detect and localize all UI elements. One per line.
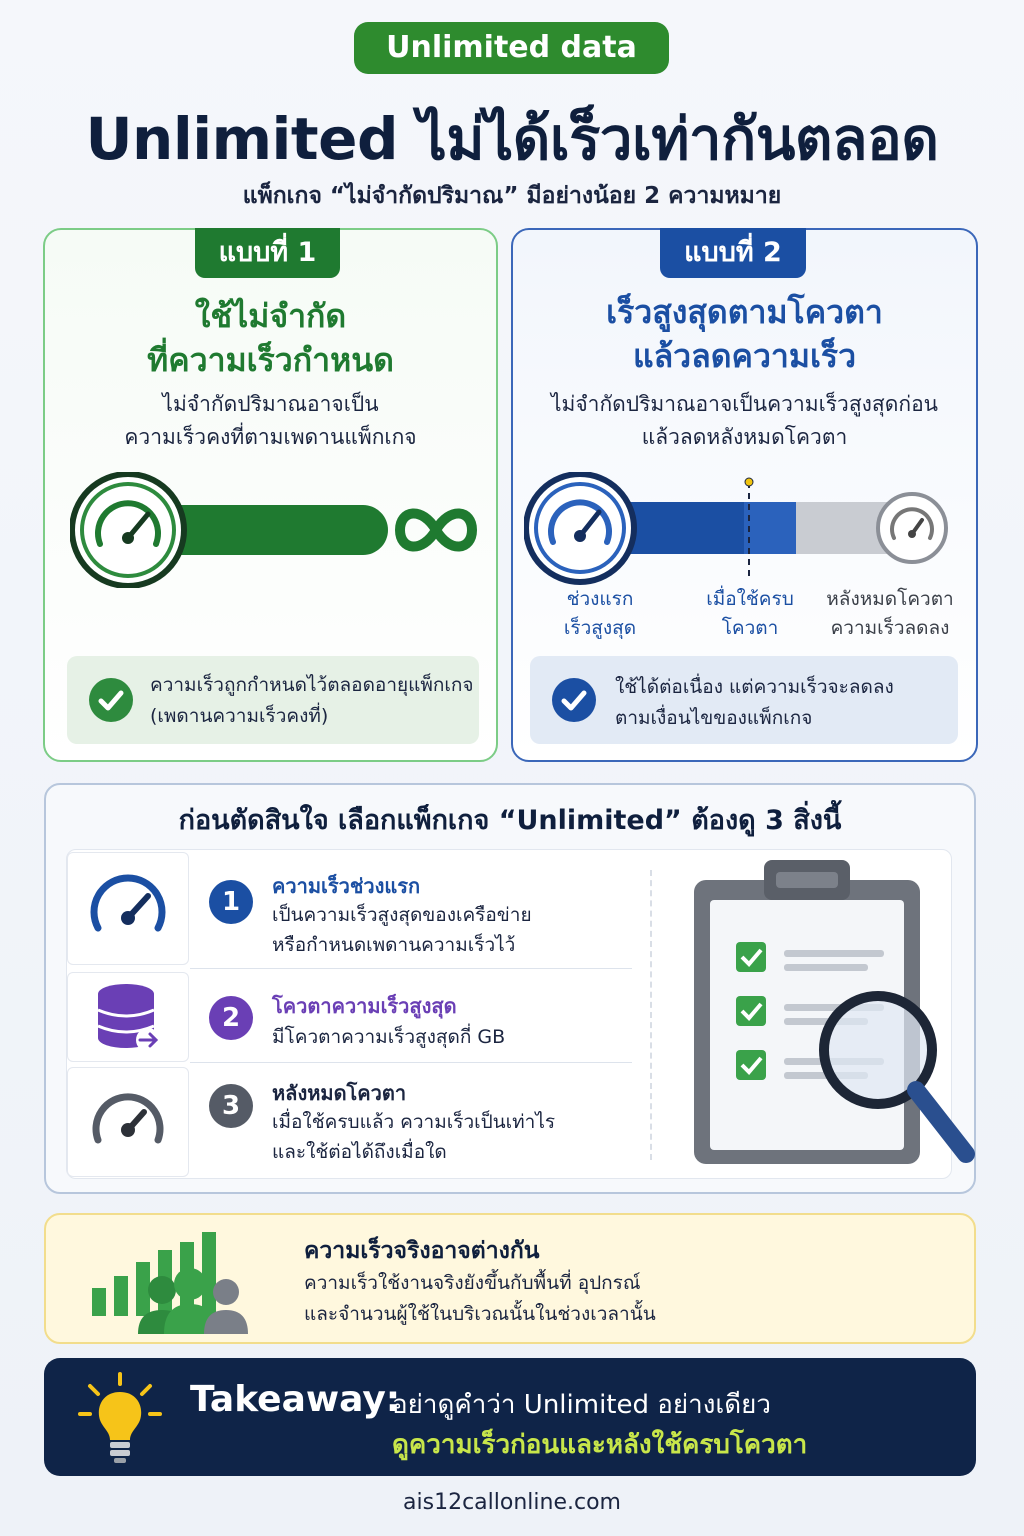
check-icon [89,678,133,722]
type2-speed-bar [524,472,954,588]
type2-note-line1: ใช้ได้ต่อเนื่อง แต่ความเร็วจะลดลง [615,676,894,698]
type2-heading-2: แล้วลดความเร็ว [632,337,857,375]
clipboard-magnifier-icon [688,858,978,1174]
item2-line1: มีโควตาความเร็วสูงสุดกี่ GB [272,1026,506,1048]
item3-line1: เมื่อใช้ครบแล้ว ความเร็วเป็นเท่าไร [272,1111,556,1133]
page-title: Unlimited ไม่ได้เร็วเท่ากันตลอด [85,105,939,173]
checklist-title: ก่อนตัดสินใจ เลือกแพ็กเกจ “Unlimited” ต้องดู 3 สิ่งนี้ [178,805,842,836]
type2-desc-1: ไม่จำกัดปริมาณอาจเป็นความเร็วสูงสุดก่อน [550,392,939,416]
divider [190,1062,632,1063]
type1-note-line2: (เพดานความเร็วคงที่) [150,705,329,727]
type2-heading-1: เร็วสูงสุดตามโควตา [606,293,883,331]
gauge-low-icon [88,1082,168,1152]
seg1-label-2: เร็วสูงสุด [563,617,637,639]
item3-line2: และใช้ต่อได้ถึงเมื่อใด [272,1141,447,1163]
speed-note-line2: และจำนวนผู้ใช้ในบริเวณนั้นในช่วงเวลานั้น [304,1303,656,1325]
database-icon [96,982,164,1054]
item2-title: โควตาความเร็วสูงสุด [272,994,457,1018]
header-badge: Unlimited data [354,22,669,74]
item1-line2: หรือกำหนดเพดานความเร็วไว้ [272,934,516,956]
type2-tag: แบบที่ 2 [660,228,806,278]
seg2-label-2: โควตา [721,617,779,639]
item3-title: หลังหมดโควตา [272,1081,407,1105]
speed-note-title: ความเร็วจริงอาจต่างกัน [304,1238,540,1264]
type1-speed-bar [70,472,490,588]
item1-line1: เป็นความเร็วสูงสุดของเครือข่าย [272,904,532,926]
check-icon [552,678,596,722]
item3-number: 3 [209,1084,253,1128]
infinity-icon [400,513,472,546]
type1-desc-2: ความเร็วคงที่ตามเพดานแพ็กเกจ [124,425,417,449]
speed-note-line1: ความเร็วใช้งานจริงยังขึ้นกับพื้นที่ อุปกรณ์ [304,1272,641,1294]
takeaway-line1: อย่าดูคำว่า Unlimited อย่างเดียว [392,1390,772,1420]
page-subtitle: แพ็กเกจ “ไม่จำกัดปริมาณ” มีอย่างน้อย 2 ความหมาย [242,183,782,209]
type1-desc-1: ไม่จำกัดปริมาณอาจเป็น [162,392,379,416]
type1-heading-2: ที่ความเร็วกำหนด [147,341,394,379]
footer-site: ais12callonline.com [403,1490,621,1515]
panel-divider [650,870,652,1160]
type2-note-line2: ตามเงื่อนไขของแพ็กเกจ [615,707,813,729]
seg1-label-1: ช่วงแรก [566,588,634,610]
speedometer-icon [86,866,170,950]
type1-note-line1: ความเร็วถูกกำหนดไว้ตลอดอายุแพ็กเกจ [150,674,474,696]
type1-heading-1: ใช้ไม่จำกัด [194,297,347,335]
type1-tag: แบบที่ 1 [195,228,340,278]
item1-title: ความเร็วช่วงแรก [272,874,421,898]
lightbulb-icon [78,1372,162,1464]
type2-desc-2: แล้วลดหลังหมดโควตา [641,425,848,449]
takeaway-label: Takeaway: [190,1379,401,1420]
item1-number: 1 [209,880,253,924]
seg3-label-2: ความเร็วลดลง [830,617,950,639]
item2-number: 2 [209,996,253,1040]
seg2-label-1: เมื่อใช้ครบ [706,588,794,610]
seg3-label-1: หลังหมดโควตา [826,588,954,610]
takeaway-line2: ดูความเร็วก่อนและหลังใช้ครบโควตา [392,1430,808,1460]
divider [190,968,632,969]
signal-users-icon [90,1232,250,1336]
